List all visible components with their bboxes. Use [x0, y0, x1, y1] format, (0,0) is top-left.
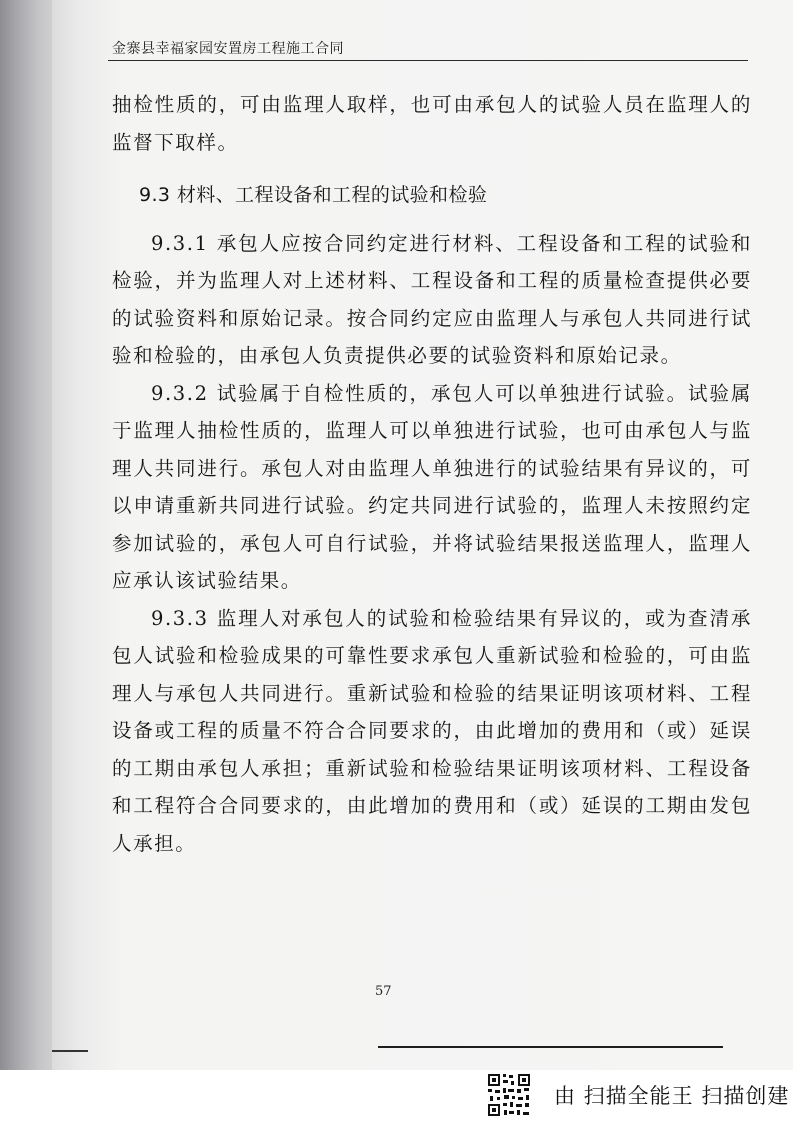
- document-page: [52, 0, 793, 1070]
- qr-code-icon: [487, 1073, 531, 1117]
- continuation-paragraph: 抽检性质的，可由监理人取样，也可由承包人的试验人员在监理人的监督下取样。: [112, 93, 752, 154]
- header-divider: [108, 60, 748, 61]
- footer-divider-left: [52, 1050, 88, 1052]
- clause-9-3-3: 9.3.3 监理人对承包人的试验和检验结果有异议的，或为查清承包人试验和检验成果的可靠性要求承包人重新试验和检验的，可由监理人与承包人共同进行。重新试验和检验的结果证明该项材料、工程设备或工程的质量不符合合同要求的，由此增加的费用和（或）延误的工期由承包人承担；重新试验和检验结果证明该项材料、工程设备和工程符合合同要求的，由此增加的费用和（或）延误的工期由发包人承担。: [112, 606, 752, 855]
- clause-9-3-2: 9.3.2 试验属于自检性质的，承包人可以单独进行试验。试验属于监理人抽检性质的，监理人可以单独进行试验，也可由承包人与监理人共同进行。承包人对由监理人单独进行的试验结果有异议的，可以申请重新共同进行试验。约定共同进行试验的，监理人未按照约定参加试验的，承包人可自行试验，并将试验结果报送监理人，监理人应承认该试验结果。: [112, 381, 752, 592]
- footer-divider: [378, 1046, 723, 1048]
- section-heading: 9.3 材料、工程设备和工程的试验和检验: [139, 184, 488, 206]
- page-header-title: 金寨县幸福家园安置房工程施工合同: [112, 41, 344, 57]
- clause-9-3-1: 9.3.1 承包人应按合同约定进行材料、工程设备和工程的试验和检验，并为监理人对上述材料、工程设备和工程的质量检查提供必要的试验资料和原始记录。按合同约定应由监理人与承包人共同进行试验和检验的，由承包人负责提供必要的试验资料和原始记录。: [112, 231, 752, 367]
- scanner-watermark-text: 由 扫描全能王 扫描创建: [554, 1084, 790, 1108]
- page-number: 57: [375, 984, 392, 999]
- document-body: [112, 86, 752, 862]
